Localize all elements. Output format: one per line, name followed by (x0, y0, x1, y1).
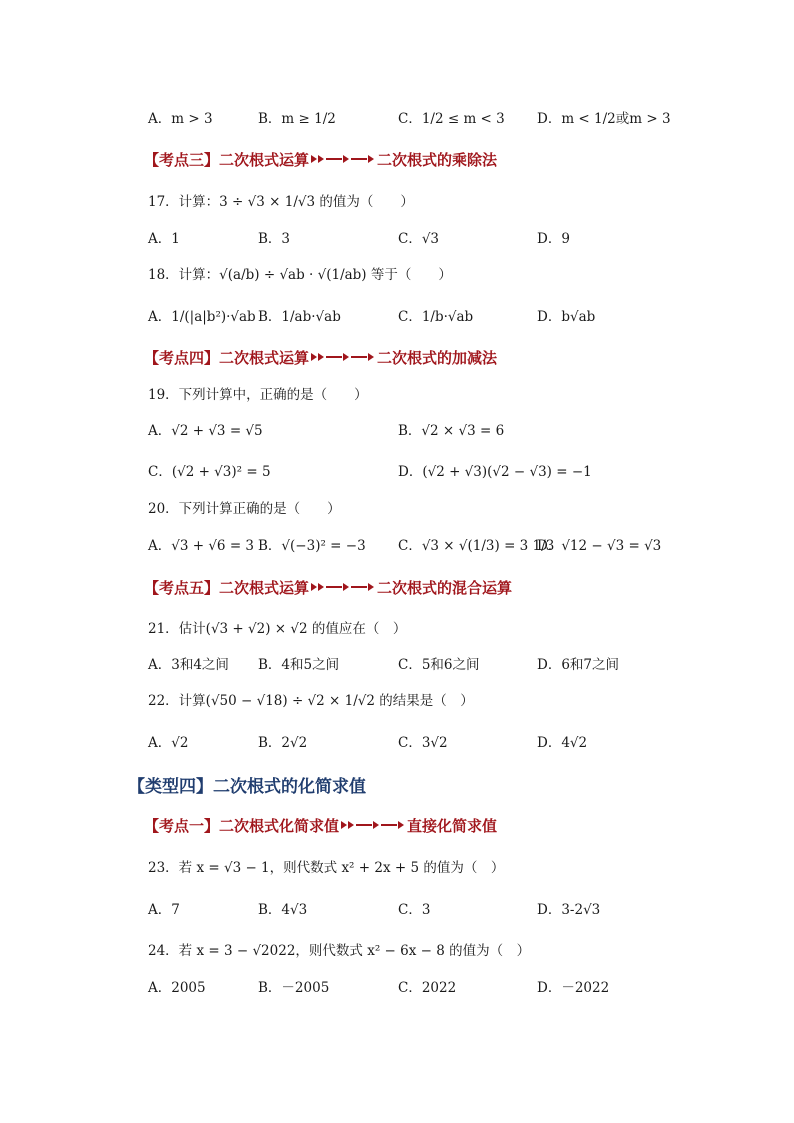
question-21-options (0, 648, 794, 678)
option-c: C．5和6之间 (398, 657, 480, 673)
option-a: A．1/(|a|b²)·√ab (148, 309, 256, 325)
type-heading-4 (0, 768, 794, 800)
option-c: C．3 (398, 902, 431, 918)
question-stem: 18．计算：√(a/b) ÷ √ab · √(1/ab) 等于（ ） (148, 267, 452, 283)
question-stem: 21．估计(√3 + √2) × √2 的值应在（ ） (148, 621, 407, 637)
question-stem: 22．计算(√50 − √18) ÷ √2 × 1/√2 的结果是（ ） (148, 693, 474, 709)
keypoint-heading-1 (0, 810, 794, 840)
arrow-icon (311, 353, 375, 361)
keypoint-heading-3 (0, 144, 794, 174)
option-b: B．√2 × √3 = 6 (398, 423, 505, 439)
arrow-icon (311, 155, 375, 163)
option-d: D．√12 − √3 = √3 (537, 538, 662, 554)
question-24 (0, 934, 794, 964)
keypoint-right: 二次根式的乘除法 (377, 150, 498, 169)
question-22-options (0, 726, 794, 756)
keypoint-heading-5 (0, 572, 794, 602)
option-b: B．√(−3)² = −3 (258, 538, 366, 554)
keypoint-right: 二次根式的加减法 (377, 348, 498, 367)
option-a: A．2005 (148, 980, 206, 996)
option-c: C．1/b·√ab (398, 309, 474, 325)
option-d: D．4√2 (537, 735, 588, 751)
option-a: A．3和4之间 (148, 657, 229, 673)
option-c: C．√3 (398, 231, 440, 247)
option-d: D．(√2 + √3)(√2 − √3) = −1 (398, 464, 592, 480)
keypoint-right: 二次根式的混合运算 (377, 578, 513, 597)
option-d: D．6和7之间 (537, 657, 620, 673)
question-22 (0, 684, 794, 714)
option-c: C．(√2 + √3)² = 5 (148, 464, 271, 480)
option-b: B．3 (258, 231, 291, 247)
question-17-options (0, 222, 794, 252)
question-19 (0, 378, 794, 408)
question-23 (0, 851, 794, 881)
option-a: A．√2 (148, 735, 189, 751)
option-b: B．4和5之间 (258, 657, 340, 673)
keypoint-left: 【考点四】二次根式运算 (144, 348, 310, 367)
option-d: D．9 (537, 231, 570, 247)
question-23-options (0, 893, 794, 923)
keypoint-left: 【考点五】二次根式运算 (144, 578, 310, 597)
option-b: B．2√2 (258, 735, 308, 751)
question-17 (0, 185, 794, 215)
option-a: A．√2 + √3 = √5 (148, 423, 263, 439)
question-19-options-row1 (0, 414, 794, 444)
option-b: B．1/ab·√ab (258, 309, 341, 325)
option-b: B．4√3 (258, 902, 308, 918)
type-title: 【类型四】二次根式的化简求值 (128, 776, 366, 797)
option-c: C．2022 (398, 980, 457, 996)
option-d: D．3-2√3 (537, 902, 601, 918)
keypoint-left: 【考点三】二次根式运算 (144, 150, 310, 169)
option-a: A．1 (148, 231, 180, 247)
question-20-options (0, 529, 794, 559)
question-19-options-row2 (0, 455, 794, 485)
option-c: C．3√2 (398, 735, 448, 751)
option-a: A．7 (148, 902, 180, 918)
option-a: A．√3 + √6 = 3 (148, 538, 255, 554)
arrow-icon (341, 821, 405, 829)
keypoint-heading-4 (0, 342, 794, 372)
question-stem: 19．下列计算中，正确的是（ ） (148, 387, 368, 403)
option-c: C．√3 × √(1/3) = 3 1/3 (398, 538, 555, 554)
question-24-options (0, 971, 794, 1001)
option-c: C．1/2 ≤ m < 3 (398, 111, 505, 127)
options-row-prev (0, 102, 794, 132)
option-b: B．m ≥ 1/2 (258, 111, 336, 127)
keypoint-left: 【考点一】二次根式化简求值 (144, 816, 340, 835)
option-b: B．－2005 (258, 980, 330, 996)
question-18-options (0, 300, 794, 330)
option-d: D．b√ab (537, 309, 596, 325)
question-18 (0, 258, 794, 288)
option-a: A．m > 3 (148, 111, 213, 127)
arrow-icon (311, 583, 375, 591)
question-stem: 20．下列计算正确的是（ ） (148, 501, 341, 517)
question-stem: 17．计算：3 ÷ √3 × 1/√3 的值为（ ） (148, 194, 414, 210)
option-d: D．－2022 (537, 980, 610, 996)
question-stem: 24．若 x = 3 − √2022，则代数式 x² − 6x − 8 的值为（ ） (148, 943, 531, 959)
option-d: D．m < 1/2或m > 3 (537, 111, 671, 127)
keypoint-right: 直接化简求值 (407, 816, 498, 835)
question-20 (0, 492, 794, 522)
question-21 (0, 612, 794, 642)
question-stem: 23．若 x = √3 − 1，则代数式 x² + 2x + 5 的值为（ ） (148, 860, 505, 876)
